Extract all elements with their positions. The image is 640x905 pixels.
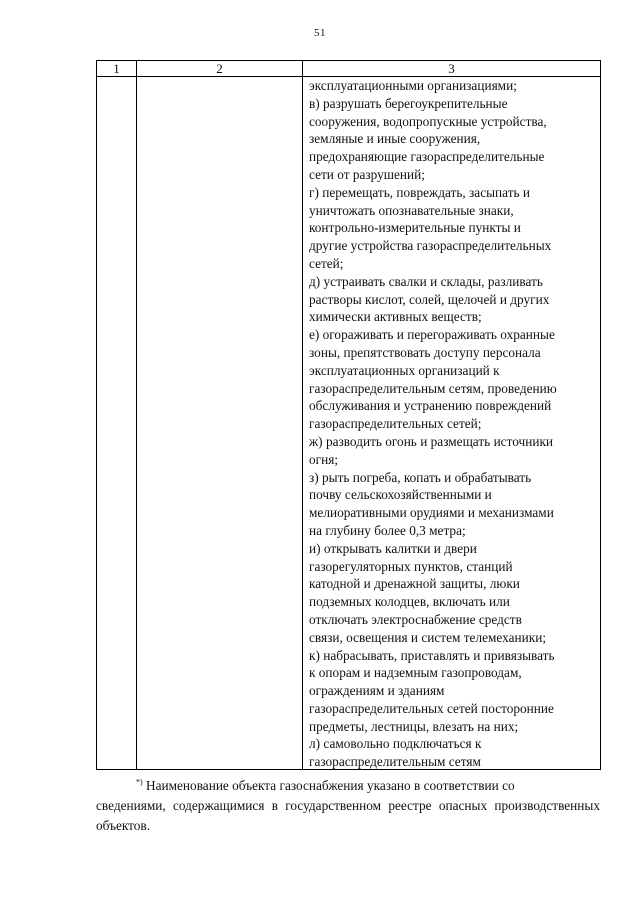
list-line: к) набрасывать, приставлять и привязывать [309, 647, 555, 663]
list-line: д) устраивать свалки и склады, разливать [309, 273, 543, 289]
table-cell-col3 [303, 77, 601, 770]
list-line: эксплуатационных организаций к [309, 362, 500, 378]
requirements-table [96, 60, 601, 770]
list-line: газораспределительных сетей; [309, 416, 482, 432]
list-line: почву сельскохозяйственными и [309, 487, 492, 503]
list-line: к опорам и надземным газопроводам, [309, 665, 522, 681]
column-header-2: 2 [137, 61, 303, 77]
list-line: связи, освещения и систем телемеханики; [309, 629, 547, 645]
list-line: сооружения, водопропускные устройства, [309, 113, 547, 129]
column-header-3: 3 [303, 61, 601, 77]
list-line: растворы кислот, солей, щелочей и других [309, 291, 550, 307]
list-line: е) огораживать и перегораживать охранные [309, 327, 555, 343]
list-line: в) разрушать берегоукрепительные [309, 95, 508, 111]
list-line: сети от разрушений; [309, 166, 425, 182]
footnote-marker: *) [136, 777, 143, 787]
list-line: другие устройства газораспределительных [309, 238, 552, 254]
list-line: газораспределительных сетей посторонние [309, 700, 554, 716]
footnote-text-rest: сведениями, содержащимися в государственном реестре опасных производственных объектов. [96, 798, 600, 833]
prohibitions-list [303, 77, 600, 769]
table-row [97, 77, 601, 770]
footnote-text-first: Наименование объекта газоснабжения указано в соответствии со [146, 778, 515, 793]
list-line: мелиоративными орудиями и механизмами [309, 505, 554, 521]
list-line: отключать электроснабжение средств [309, 611, 522, 627]
list-line: и) открывать калитки и двери [309, 540, 477, 556]
list-line: ограждениям и зданиям [309, 683, 445, 699]
footnote-first-line [96, 776, 600, 796]
list-line: предметы, лестницы, влезать на них; [309, 718, 519, 734]
list-line: земляные и иные сооружения, [309, 131, 481, 147]
list-line: эксплуатационными организациями; [309, 78, 517, 93]
table-cell-col2 [137, 77, 303, 770]
list-line: химически активных веществ; [309, 309, 482, 325]
list-line: зоны, препятствовать доступу персонала [309, 344, 541, 360]
page-number: 51 [314, 27, 326, 39]
list-line: газораспределительным сетям, проведению [309, 380, 557, 396]
list-line: з) рыть погреба, копать и обрабатывать [309, 469, 532, 485]
list-line: огня; [309, 451, 339, 467]
footnote [96, 776, 600, 836]
list-line: на глубину более 0,3 метра; [309, 522, 466, 538]
list-line: газорегуляторных пунктов, станций [309, 558, 513, 574]
table-cell-col1 [97, 77, 137, 770]
column-header-1: 1 [97, 61, 137, 77]
list-line: ж) разводить огонь и размещать источники [309, 433, 554, 449]
list-line: г) перемещать, повреждать, засыпать и [309, 184, 531, 200]
list-line: катодной и дренажной защиты, люки [309, 576, 520, 592]
list-line: газораспределительным сетям [309, 754, 481, 770]
list-line: подземных колодцев, включать или [309, 594, 510, 610]
table-header-row [97, 61, 601, 77]
list-line: сетей; [309, 255, 344, 271]
list-line: уничтожать опознавательные знаки, [309, 202, 514, 218]
list-line: л) самовольно подключаться к [309, 736, 482, 752]
list-line: обслуживания и устранению повреждений [309, 398, 552, 414]
list-line: контрольно-измерительные пункты и [309, 220, 521, 236]
list-line: предохраняющие газораспределительные [309, 149, 545, 165]
